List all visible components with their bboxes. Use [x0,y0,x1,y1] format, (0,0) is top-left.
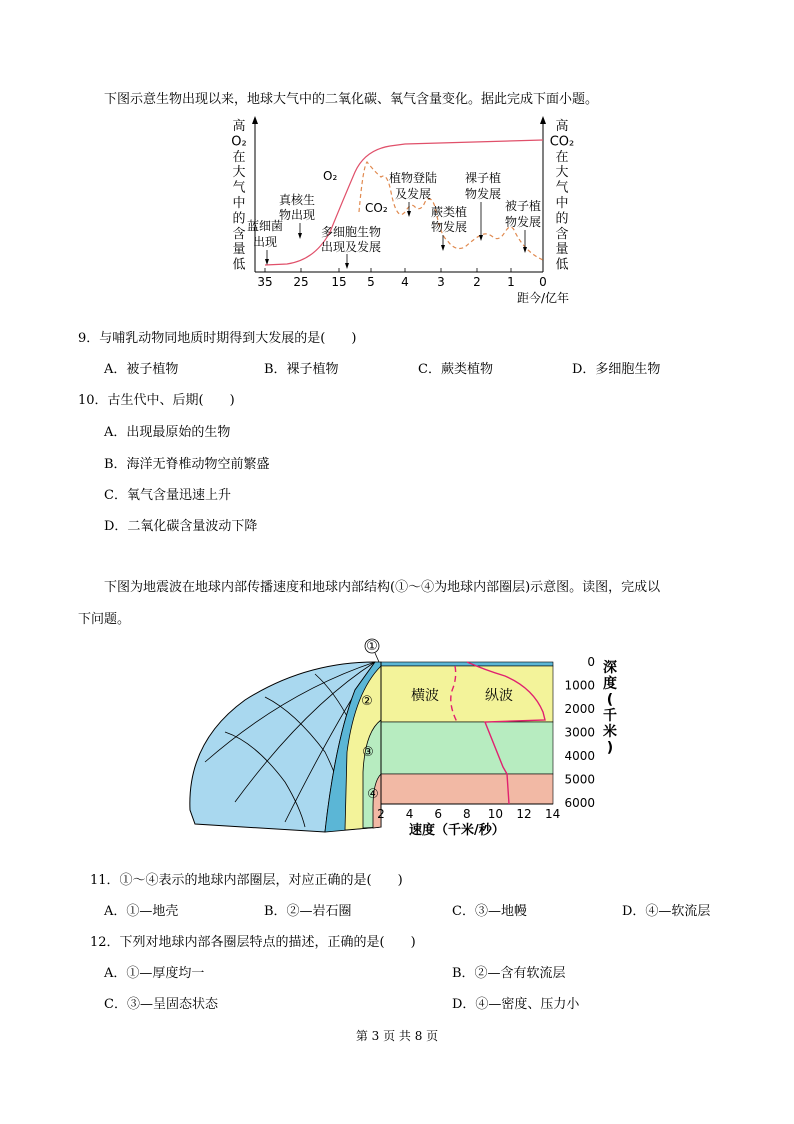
speed-tick-group [377,807,560,821]
event-label-line: 出现及发展 [321,240,382,254]
depth-tick-group [564,655,595,810]
p-wave-label: 纵波 [485,688,513,704]
arrow-icon [345,263,349,269]
event-label-line: 裸子植 [465,171,502,185]
event-land-plants [389,170,437,217]
left-axis-char: 的 [232,211,246,227]
speed-tick-label: 6 [434,807,443,821]
layer-label-4: ④ [367,787,379,802]
arrow-icon [265,259,269,265]
x-tick-label: 35 [257,275,273,289]
depth-axis-char: ( [606,692,614,708]
question-11-option-b[interactable]: B．②—岩石圈 [264,904,352,919]
depth-tick-label: 4000 [564,749,595,763]
event-label-line: 物发展 [431,220,468,234]
event-label-line: 被子植 [505,199,542,213]
left-axis-char: 高 [232,119,246,134]
right-axis-char: 中 [555,196,569,211]
question-9-option-a[interactable]: A．被子植物 [104,362,179,377]
event-label-line: 蕨类植 [431,205,468,219]
intro-text-2-cont: 下问题。 [78,612,131,627]
speed-tick-label: 14 [544,807,561,821]
depth-axis-char: 度 [603,676,617,692]
layer-label-3: ③ [362,745,374,760]
depth-tick-label: 6000 [564,796,595,810]
depth-tick-label: 3000 [564,725,595,740]
x-tick-label: 3 [437,275,445,289]
o2-curve-label: O₂ [323,169,338,183]
speed-axis-label: 速度（千米/秒） [409,823,505,838]
event-label-line: 及发展 [395,187,432,201]
left-axis-char: 中 [232,196,246,211]
question-10-option-c[interactable]: C．氧气含量迅速上升 [104,488,231,503]
depth-axis-char: 米 [603,724,617,740]
question-10-option-d[interactable]: D．二氧化碳含量波动下降 [104,519,258,534]
gas-content-chart [225,112,585,308]
arrow-icon [479,235,483,241]
speed-tick-label: 4 [405,807,414,821]
right-axis-char: 低 [555,257,569,273]
left-axis-char: 大 [232,165,246,181]
right-axis-char: 在 [555,149,569,165]
question-11-stem: 11．①～④表示的地球内部圈层，对应正确的是( ) [90,873,403,888]
question-12-stem: 12．下列对地球内部各圈层特点的描述，正确的是( ) [90,935,416,950]
left-axis-char: 量 [232,242,246,258]
right-axis-char: CO₂ [549,134,575,150]
depth-axis-char: 深 [603,660,617,676]
depth-tick-label: 0 [587,655,595,669]
question-9-stem: 9．与哺乳动物同地质时期得到大发展的是( ) [78,331,357,346]
mantle-band [381,666,553,722]
question-12-option-d[interactable]: D．④—密度、压力小 [452,997,580,1012]
right-axis-label [550,118,575,273]
co2-curve-label: CO₂ [365,201,388,215]
question-9-option-b[interactable]: B．裸子植物 [264,362,339,377]
x-tick-label: 5 [367,275,375,289]
left-axis-char: 气 [232,180,246,196]
layer-label-2: ② [361,694,373,709]
event-cyanobacteria [247,218,283,265]
arrow-icon [298,233,302,239]
right-axis-char: 的 [555,211,569,227]
right-axis-char: 含 [555,226,569,242]
question-12-option-c[interactable]: C．③—呈固态状态 [104,997,218,1012]
depth-tick-label: 2000 [564,702,595,716]
left-axis-arrow [252,116,258,124]
intro-text-1: 下图示意生物出现以来，地球大气中的二氧化碳、氧气含量变化。据此完成下面小题。 [104,92,599,107]
question-10-stem: 10．古生代中、后期( ) [78,393,235,408]
depth-axis-char: 千 [603,708,617,724]
outer-core-band [381,722,553,774]
x-tick-label: 15 [331,275,347,289]
arrow-icon [523,247,527,253]
event-label-line: 物出现 [279,208,316,222]
question-9-option-c[interactable]: C．蕨类植物 [418,362,493,377]
question-9-option-d[interactable]: D．多细胞生物 [572,362,661,377]
event-ferns [431,204,467,251]
event-multicellular [321,224,381,269]
event-label-line: 出现 [253,235,278,249]
event-eukaryote [279,192,315,239]
right-axis-arrow [540,116,546,124]
page-footer: 第 3 页 共 8 页 [355,1029,439,1043]
x-tick-label: 25 [293,275,309,289]
question-11-option-d[interactable]: D．④—软流层 [622,904,711,919]
question-12-option-b[interactable]: B．②—含有软流层 [452,966,566,981]
question-10-option-b[interactable]: B．海洋无脊椎动物空前繁盛 [104,457,270,472]
question-11-option-a[interactable]: A．①—地壳 [104,904,179,919]
x-axis-label: 距今/亿年 [517,291,570,305]
speed-tick-label: 12 [516,807,532,821]
inner-core-band [381,774,553,804]
event-label-line: 物发展 [505,215,542,229]
right-axis-char: 高 [555,119,569,134]
left-axis-char: 低 [232,257,246,273]
s-wave-label: 横波 [411,688,439,704]
speed-tick-label: 8 [462,807,471,821]
event-label-line: 真核生 [279,193,316,207]
event-angiosperms [505,198,541,253]
x-tick-label: 2 [473,275,481,289]
arrow-icon [407,211,411,217]
right-axis-char: 气 [555,180,569,196]
x-tick-label: 1 [507,275,515,289]
arrow-icon [441,245,445,251]
left-axis-char: 在 [232,149,246,165]
event-gymnosperms [465,170,501,241]
depth-axis-label [602,659,617,756]
speed-tick-label: 2 [377,807,385,821]
x-tick-group [257,268,546,289]
left-axis-label [231,118,246,273]
right-axis-char: 大 [555,165,569,181]
depth-axis-char: ) [606,740,614,756]
question-12-option-a[interactable]: A．①—厚度均一 [104,966,205,981]
event-label-line: 物发展 [465,187,502,201]
depth-tick-label: 5000 [564,772,595,787]
right-axis-char: 量 [555,242,569,258]
question-10-option-a[interactable]: A．出现最原始的生物 [104,425,231,440]
earth-structure-diagram [185,632,625,842]
question-11-option-c[interactable]: C．③—地幔 [452,904,527,919]
x-tick-label: 4 [401,275,409,289]
event-label-line: 蓝细菌 [247,219,284,233]
event-label-line: 植物登陆 [389,171,438,185]
left-axis-char: O₂ [231,134,247,150]
left-axis-char: 含 [232,226,246,242]
intro-text-2: 下图为地震波在地球内部传播速度和地球内部结构(①～④为地球内部圈层)示意图。读图，完成以 [104,580,661,595]
depth-tick-label: 1000 [564,678,595,693]
event-label-line: 多细胞生物 [321,225,382,239]
speed-tick-label: 10 [487,807,504,821]
layer-label-1: ① [366,639,378,654]
x-tick-label: 0 [539,275,547,289]
